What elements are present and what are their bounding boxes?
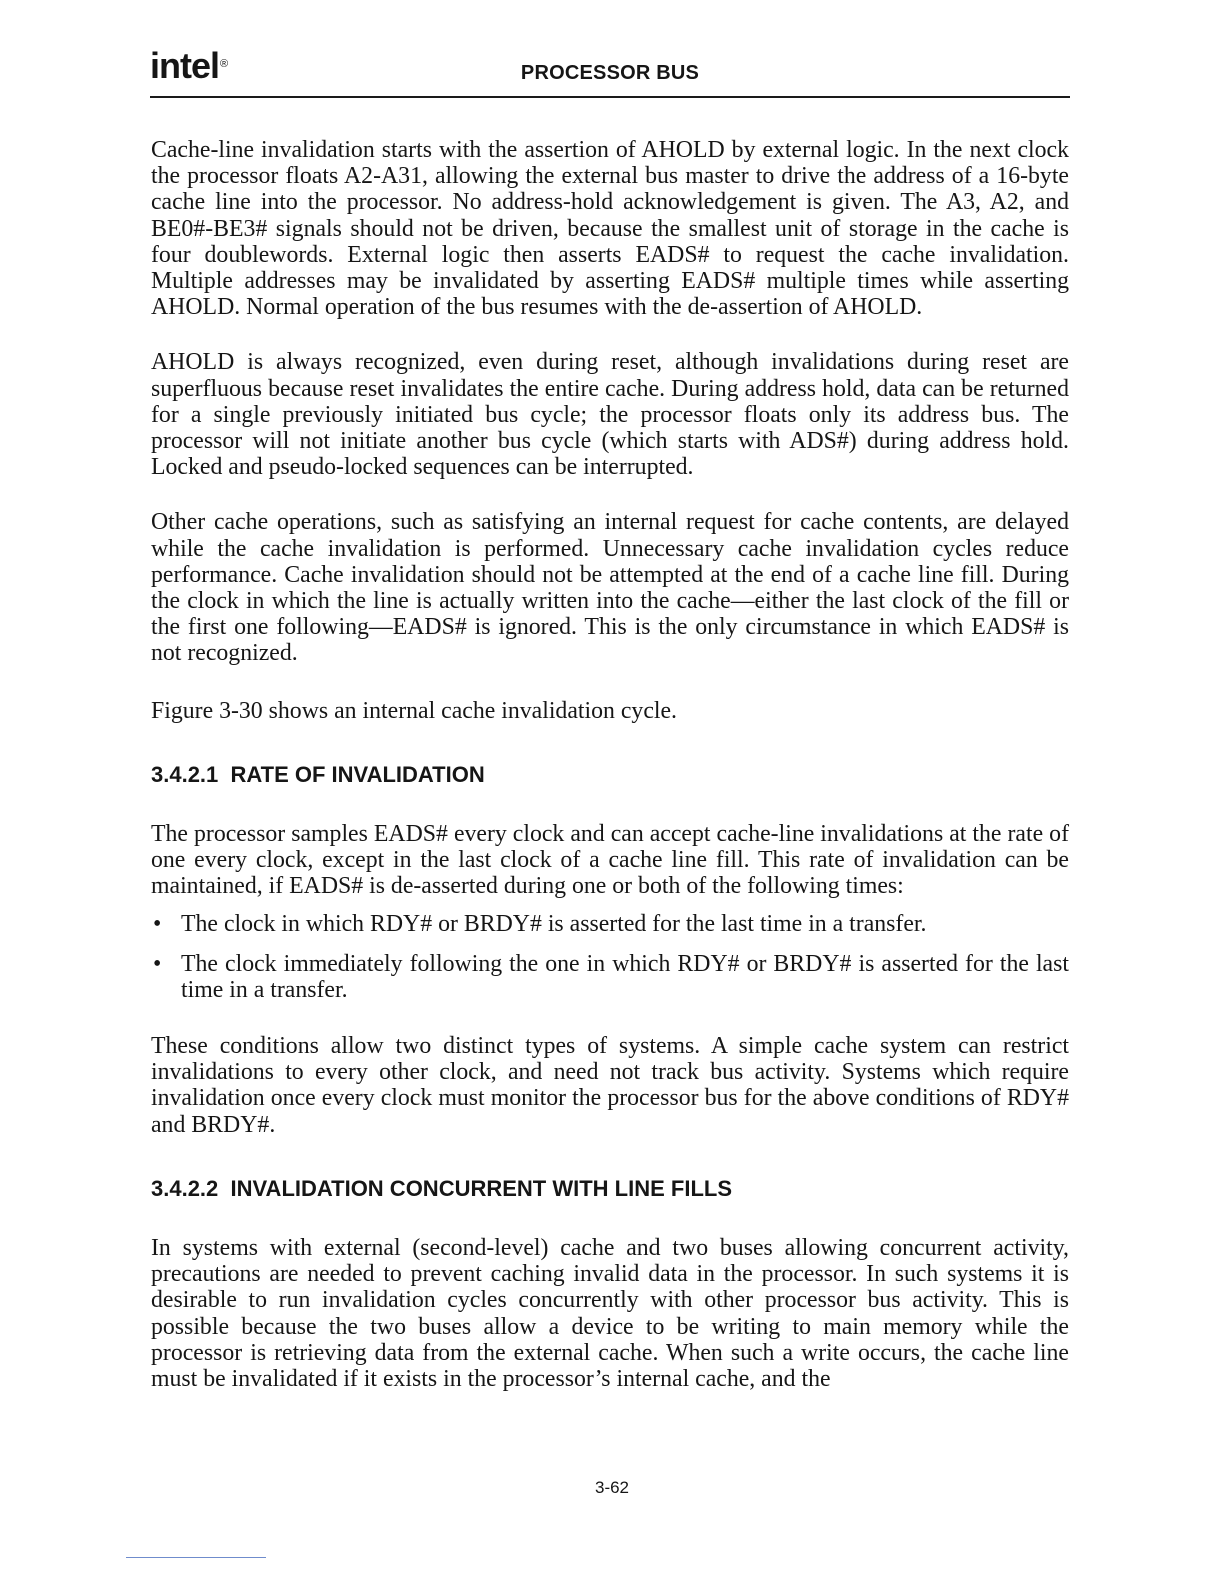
- list-item: [151, 911, 1069, 937]
- section-heading-3-4-2-2: [151, 1176, 1069, 1202]
- section2-paragraph-1: In systems with external (second-level) cache and two buses allowing concurrent activity, precautions are needed to prevent caching invalid data in the processor. In such systems it is desirable to run invalidation cycles concurrently with other processor bus activity. This is possible because the two buses allow a device to be writing to main memory while the processor is retrieving data from the external cache. When such a write occurs, the cache line must be invalidated if it exists in the processor’s internal cache, and the: [151, 1234, 1069, 1392]
- bullet-list: [151, 911, 1069, 1003]
- page-number: 3-62: [594, 1478, 630, 1497]
- page-header: [150, 44, 1070, 98]
- section1-paragraph-2: These conditions allow two distinct types of systems. A simple cache system can restrict invalidations to every other clock, and need not track bus activity. Systems which require invalidation once every clock must monitor the processor bus for the above conditions of RDY# and BRDY#.: [151, 1033, 1069, 1138]
- list-item: [151, 951, 1069, 1003]
- registered-mark: ®: [220, 58, 228, 70]
- list-item-text: The clock immediately following the one in which RDY# or BRDY# is asserted for the last time in a transfer.: [181, 950, 1069, 1003]
- divider: [126, 1557, 266, 1558]
- section-heading-3-4-2-1: [151, 762, 1069, 788]
- paragraph-1: Cache-line invalidation starts with the assertion of AHOLD by external logic. In the next clock the processor floats A2-A31, allowing the external bus master to drive the address of a 16-byte cache line into the processor. No address-hold acknowledgement is given. The A3, A2, and BE0#-BE3# signals should not be driven, because the smallest unit of storage in the cache is four doublewords. External logic then asserts EADS# to request the cache invalidation. Multiple addresses may be invalidated by asserting EADS# multiple times while asserting AHOLD. Normal operation of the bus resumes with the de-assertion of AHOLD.: [151, 137, 1069, 321]
- section-title: INVALIDATION CONCURRENT WITH LINE FILLS: [230, 1175, 732, 1201]
- page-body: [151, 137, 1069, 1392]
- list-item-text: The clock in which RDY# or BRDY# is asserted for the last time in a transfer.: [181, 911, 927, 938]
- section-title: RATE OF INVALIDATION: [230, 761, 485, 787]
- paragraph-3: Other cache operations, such as satisfying an internal request for cache contents, are delayed while the cache invalidation is performed. Unnecessary cache invalidation cycles reduce performance. Cache invalidation should not be attempted at the end of a cache line fill. During the clock in which the line is actually written into the cache—either the last clock of the fill or the first one following—EADS# is ignored. This is the only circumstance in which EADS# is not recognized.: [151, 509, 1069, 667]
- section1-paragraph-1: The processor samples EADS# every clock and can accept cache-line invalidations at the rate of one every clock, except in the last clock of a cache line fill. This rate of invalidation can be maintained, if EADS# is de-asserted during one or both of the following times:: [151, 820, 1069, 900]
- section-number: 3.4.2.2: [151, 1175, 219, 1201]
- section-number: 3.4.2.1: [151, 761, 219, 787]
- paragraph-4: Figure 3-30 shows an internal cache invalidation cycle.: [151, 697, 678, 724]
- running-title: PROCESSOR BUS: [520, 62, 700, 84]
- bullet-icon: •: [153, 950, 162, 977]
- logo-text: intel: [150, 45, 220, 86]
- bullet-icon: •: [153, 911, 162, 938]
- paragraph-2: AHOLD is always recognized, even during reset, although invalidations during reset are superfluous because reset invalidates the entire cache. During address hold, data can be returned for a single previously initiated bus cycle; the processor floats only its address bus. The processor will not initiate another bus cycle (which starts with ADS#) during address hold. Locked and pseudo-locked sequences can be interrupted.: [151, 349, 1069, 481]
